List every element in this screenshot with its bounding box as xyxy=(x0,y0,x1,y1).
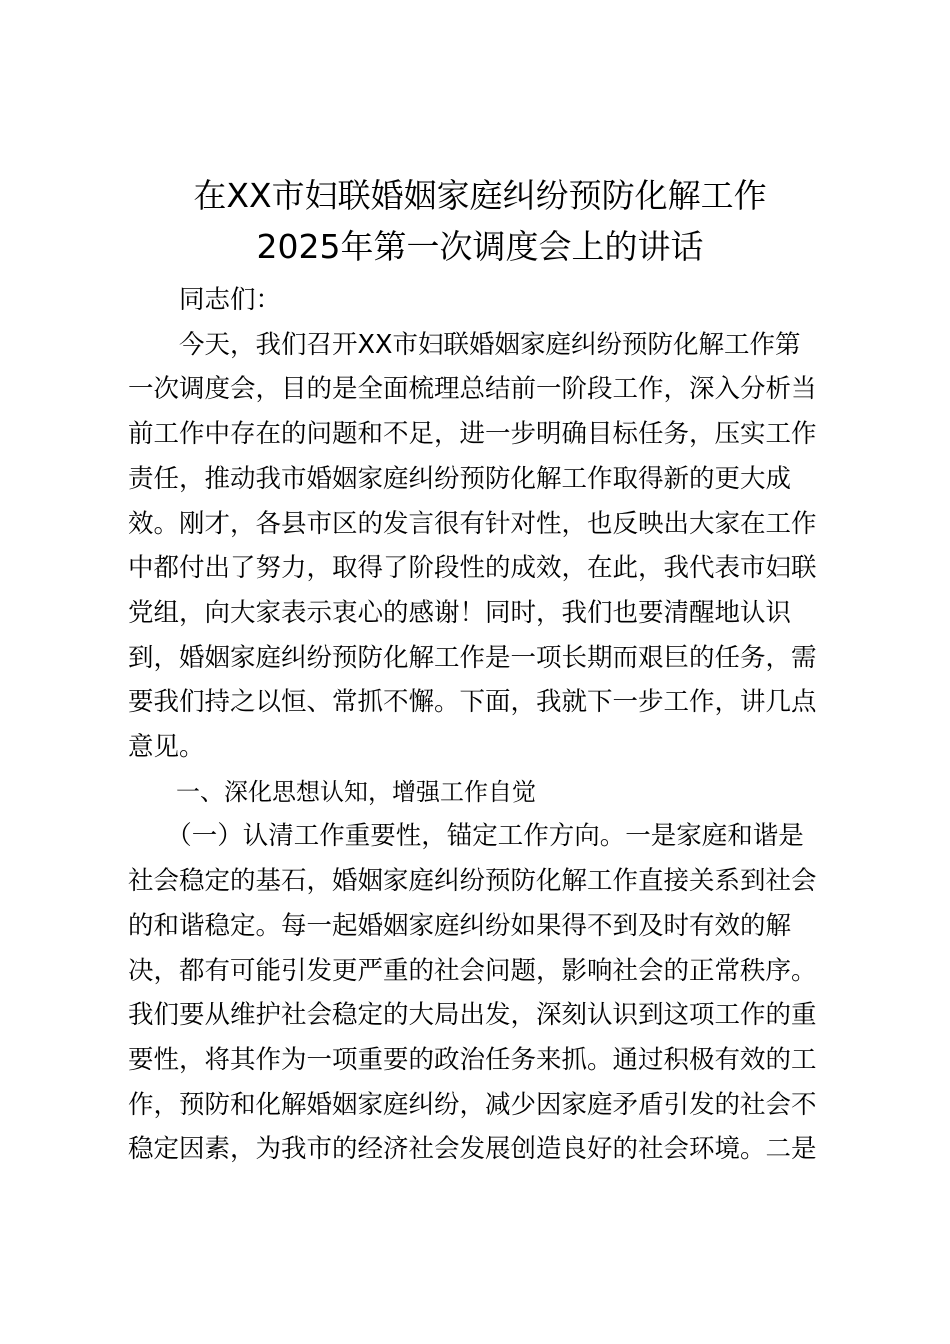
paragraph-2 xyxy=(128,814,828,1172)
paragraph-line: 我们要从维护社会稳定的大局出发，深刻认识到这项工作的重 xyxy=(128,1000,817,1031)
paragraph-line: 到，婚姻家庭纠纷预防化解工作是一项长期而艰巨的任务，需 xyxy=(128,642,817,673)
paragraph-line: （一）认清工作重要性，锚定工作方向。一是家庭和谐是 xyxy=(128,821,804,852)
paragraph-line: 要我们持之以恒、常抓不懈。下面，我就下一步工作，讲几点 xyxy=(128,687,817,718)
paragraph-line: 今天，我们召开XX市妇联婚姻家庭纠纷预防化解工作第 xyxy=(128,329,801,360)
document-title-line-1: 在XX市妇联婚姻家庭纠纷预防化解工作 xyxy=(193,176,767,215)
paragraph-line: 效。刚才，各县市区的发言很有针对性，也反映出大家在工作 xyxy=(128,508,817,539)
paragraph-line: 前工作中存在的问题和不足，进一步明确目标任务，压实工作 xyxy=(128,419,817,450)
paragraph-line: 决，都有可能引发更严重的社会问题，影响社会的正常秩序。 xyxy=(128,955,817,986)
section-heading-1: 一、深化思想认知，增强工作自觉 xyxy=(176,777,536,806)
paragraph-line: 的和谐稳定。每一起婚姻家庭纠纷如果得不到及时有效的解 xyxy=(128,910,792,941)
paragraph-line: 党组，向大家表示衷心的感谢！同时，我们也要清醒地认识 xyxy=(128,597,792,628)
paragraph-line: 社会稳定的基石，婚姻家庭纠纷预防化解工作直接关系到社会 xyxy=(128,866,817,897)
paragraph-line: 中都付出了努力，取得了阶段性的成效，在此，我代表市妇联 xyxy=(128,553,817,584)
paragraph-line: 责任，推动我市婚姻家庭纠纷预防化解工作取得新的更大成 xyxy=(128,463,792,494)
salutation: 同志们： xyxy=(179,285,282,315)
paragraph-1 xyxy=(128,323,828,770)
paragraph-line: 作，预防和化解婚姻家庭纠纷，减少因家庭矛盾引发的社会不 xyxy=(128,1089,817,1120)
paragraph-line: 稳定因素，为我市的经济社会发展创造良好的社会环境。二是 xyxy=(128,1134,817,1165)
document-title-line-2: 2025年第一次调度会上的讲话 xyxy=(256,227,704,266)
paragraph-line: 一次调度会，目的是全面梳理总结前一阶段工作，深入分析当 xyxy=(128,374,817,405)
paragraph-line: 意见。 xyxy=(128,732,205,763)
document-body xyxy=(128,278,828,1172)
paragraph-line: 要性，将其作为一项重要的政治任务来抓。通过积极有效的工 xyxy=(128,1044,817,1075)
